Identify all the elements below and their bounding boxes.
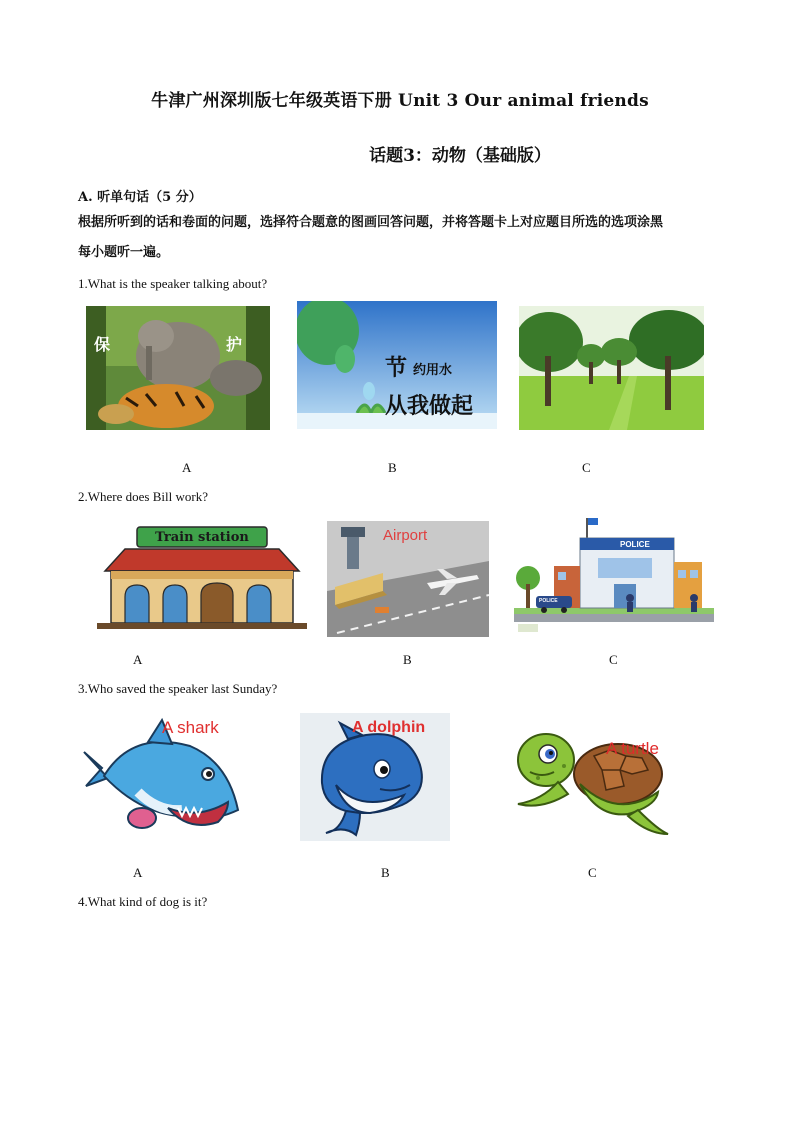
q1-option-a: A: [182, 460, 192, 475]
water-saving-picture: [297, 301, 497, 429]
question-3: 3.Who saved the speaker last Sunday?: [78, 681, 278, 696]
dolphin-picture: [300, 713, 450, 841]
protect-char-2: 护: [226, 337, 243, 354]
turtle-label: A turtle: [606, 739, 659, 758]
police-station-picture: [514, 514, 714, 638]
q1-option-c: C: [582, 460, 591, 475]
water-saving-phrase: 约用水: [413, 362, 453, 377]
q2-option-b: B: [403, 652, 412, 667]
section-heading: A. 听单句话（5 分）: [78, 190, 202, 205]
protect-char-1: 保: [94, 337, 111, 354]
shark-picture: [78, 712, 246, 840]
q3-option-b: B: [381, 865, 390, 880]
document-title: 牛津广州深圳版七年级英语下册 Unit 3 Our animal friends: [151, 91, 649, 111]
water-saving-char: 节: [385, 355, 408, 380]
airport-picture: [327, 521, 489, 637]
wildlife-protection-picture: [86, 306, 270, 430]
dolphin-label: A dolphin: [352, 719, 426, 736]
airport-label: Airport: [383, 527, 428, 544]
police-car-label: POLICE: [539, 598, 558, 604]
q1-option-b: B: [388, 460, 397, 475]
police-sign: POLICE: [620, 540, 650, 549]
water-saving-slogan: 从我做起: [385, 393, 474, 418]
q2-option-c: C: [609, 652, 618, 667]
document-subtitle: 话题3：动物（基础版）: [369, 146, 551, 166]
trees-park-picture: [519, 306, 704, 430]
train-station-picture: [97, 523, 307, 635]
q2-option-a: A: [133, 652, 143, 667]
instruction-line-1: 根据所听到的话和卷面的问题，选择符合题意的图画回答问题，并将答题卡上对应题目所选的选项涂黑: [78, 215, 664, 230]
train-station-sign: Train station: [155, 530, 249, 545]
question-1: 1.What is the speaker talking about?: [78, 276, 268, 291]
shark-label: A shark: [162, 718, 219, 737]
question-2: 2.Where does Bill work?: [78, 489, 208, 504]
instruction-line-2: 每小题听一遍。: [78, 245, 170, 260]
q3-option-a: A: [133, 865, 143, 880]
turtle-picture: [508, 730, 680, 842]
question-4: 4.What kind of dog is it?: [78, 894, 208, 909]
q3-option-c: C: [588, 865, 597, 880]
